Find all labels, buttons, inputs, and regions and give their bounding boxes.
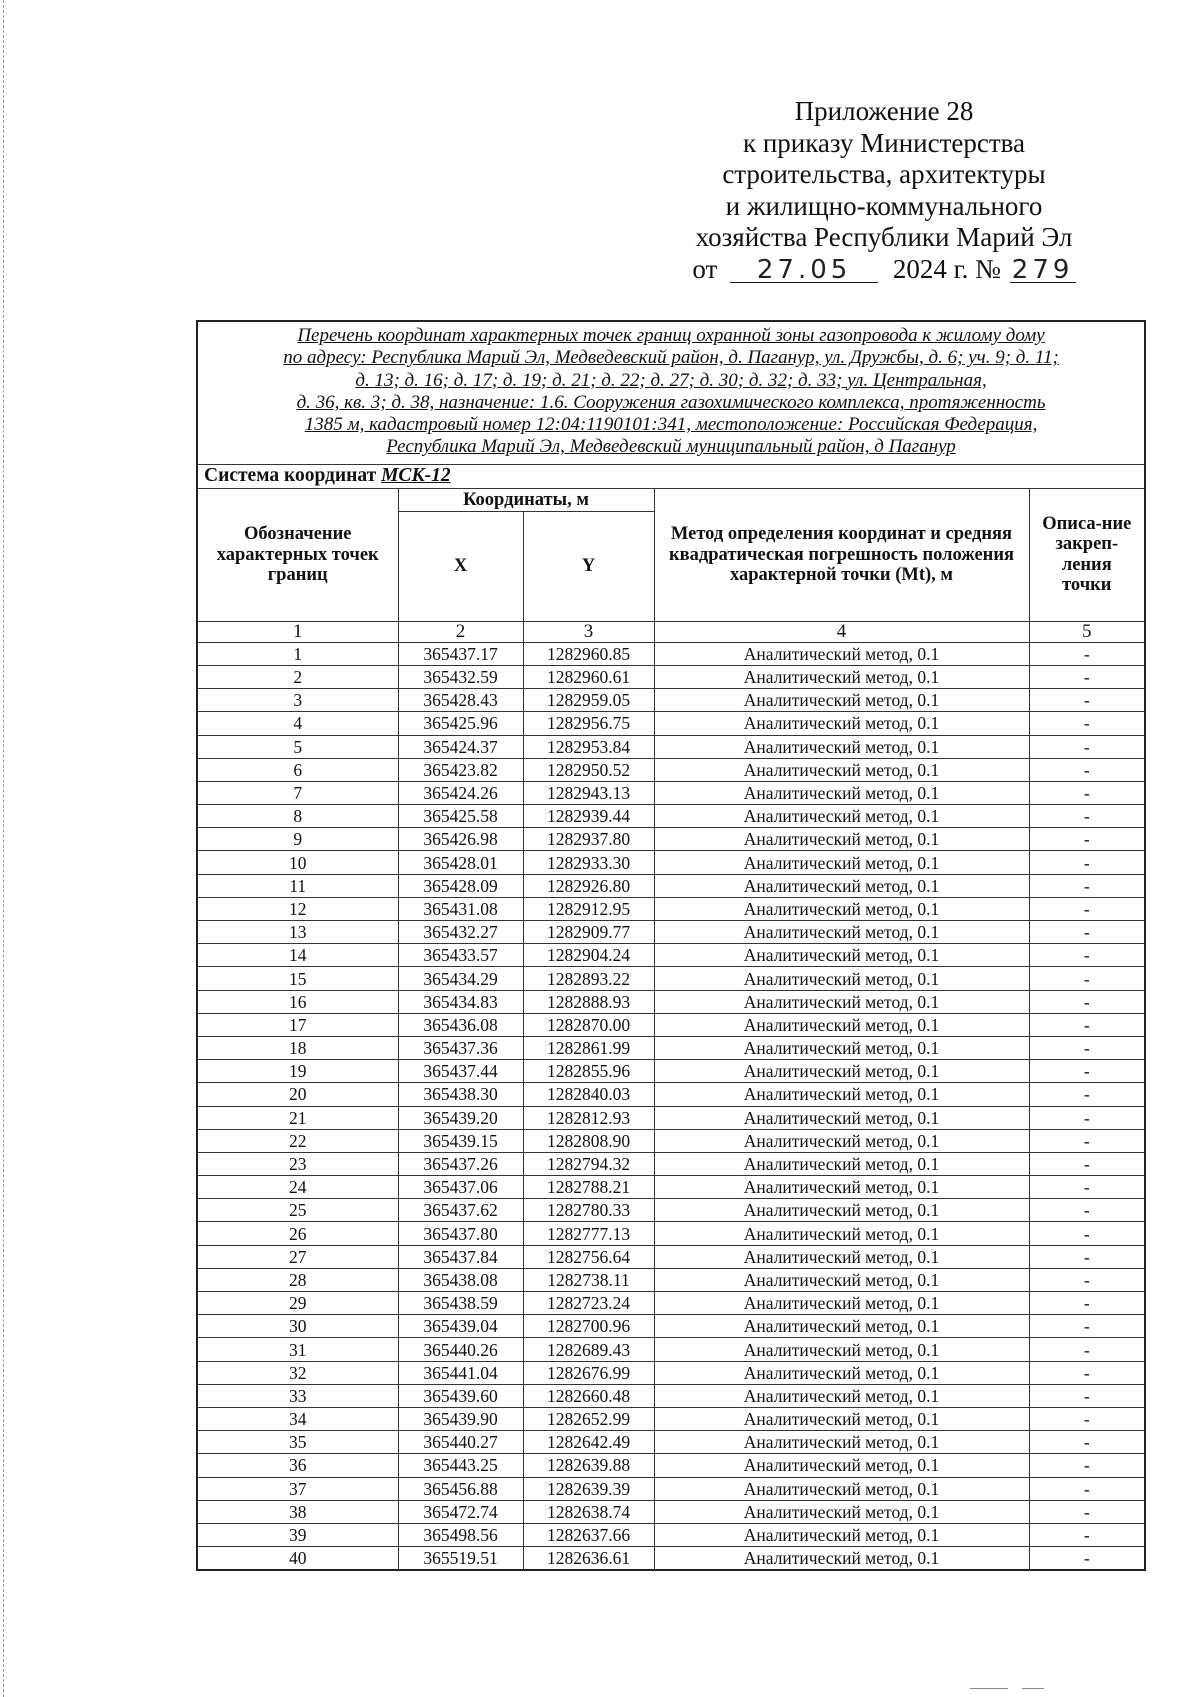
coordinate-system-row (197, 464, 1145, 488)
description: - (1029, 990, 1145, 1013)
x-coordinate: 365424.26 (398, 781, 523, 804)
method: Аналитический метод, 0.1 (654, 665, 1029, 688)
table-row (197, 712, 1145, 735)
coordinates-table (196, 320, 1146, 1571)
method: Аналитический метод, 0.1 (654, 1384, 1029, 1407)
point-number: 31 (197, 1338, 398, 1361)
table-row (197, 1176, 1145, 1199)
description: - (1029, 874, 1145, 897)
point-number: 39 (197, 1523, 398, 1546)
point-number: 33 (197, 1384, 398, 1407)
y-coordinate: 1282652.99 (523, 1407, 654, 1430)
table-row (197, 944, 1145, 967)
table-row (197, 1036, 1145, 1059)
scan-artifact (970, 1688, 1008, 1689)
method: Аналитический метод, 0.1 (654, 1315, 1029, 1338)
x-coordinate: 365437.26 (398, 1152, 523, 1175)
title-line: д. 13; д. 16; д. 17; д. 19; д. 21; д. 22; д. 27; д. 30; д. 32; д. 33; ул. Центральная, (355, 369, 987, 391)
method: Аналитический метод, 0.1 (654, 1245, 1029, 1268)
method: Аналитический метод, 0.1 (654, 1407, 1029, 1430)
description: - (1029, 1176, 1145, 1199)
point-number: 34 (197, 1407, 398, 1430)
method: Аналитический метод, 0.1 (654, 1106, 1029, 1129)
x-coordinate: 365438.08 (398, 1268, 523, 1291)
description: - (1029, 1060, 1145, 1083)
point-number: 12 (197, 897, 398, 920)
table-title (197, 321, 1145, 464)
y-coordinate: 1282777.13 (523, 1222, 654, 1245)
title-line: Перечень координат характерных точек границ охранной зоны газопровода к жилому дому (297, 325, 1045, 346)
point-number: 35 (197, 1431, 398, 1454)
point-number: 10 (197, 851, 398, 874)
table-row (197, 805, 1145, 828)
method: Аналитический метод, 0.1 (654, 990, 1029, 1013)
x-coordinate: 365434.83 (398, 990, 523, 1013)
header-line-4: и жилищно-коммунального (725, 190, 1043, 221)
title-line: 1385 м, кадастровый номер 12:04:1190101:341, местоположение: Российская Федерация, (304, 414, 1038, 436)
description: - (1029, 1222, 1145, 1245)
description: - (1029, 758, 1145, 781)
y-coordinate: 1282960.85 (523, 642, 654, 665)
point-number: 18 (197, 1036, 398, 1059)
method: Аналитический метод, 0.1 (654, 1523, 1029, 1546)
point-number: 8 (197, 805, 398, 828)
y-coordinate: 1282855.96 (523, 1060, 654, 1083)
method: Аналитический метод, 0.1 (654, 1036, 1029, 1059)
x-coordinate: 365498.56 (398, 1523, 523, 1546)
point-number: 17 (197, 1013, 398, 1036)
method: Аналитический метод, 0.1 (654, 1477, 1029, 1500)
method: Аналитический метод, 0.1 (654, 1152, 1029, 1175)
y-coordinate: 1282637.66 (523, 1523, 654, 1546)
description: - (1029, 1245, 1145, 1268)
table-row (197, 1315, 1145, 1338)
y-coordinate: 1282642.49 (523, 1431, 654, 1454)
y-coordinate: 1282959.05 (523, 689, 654, 712)
y-coordinate: 1282636.61 (523, 1547, 654, 1571)
table-row (197, 1431, 1145, 1454)
description: - (1029, 1268, 1145, 1291)
point-number: 11 (197, 874, 398, 897)
y-coordinate: 1282909.77 (523, 921, 654, 944)
table-row (197, 1292, 1145, 1315)
point-number: 38 (197, 1500, 398, 1523)
method: Аналитический метод, 0.1 (654, 967, 1029, 990)
x-coordinate: 365431.08 (398, 897, 523, 920)
table-row (197, 1500, 1145, 1523)
x-coordinate: 365424.37 (398, 735, 523, 758)
description: - (1029, 897, 1145, 920)
coordinate-system-value: МСК-12 (381, 465, 451, 487)
table-row (197, 1106, 1145, 1129)
y-coordinate: 1282861.99 (523, 1036, 654, 1059)
description: - (1029, 805, 1145, 828)
x-coordinate: 365439.60 (398, 1384, 523, 1407)
description: - (1029, 967, 1145, 990)
point-number: 4 (197, 712, 398, 735)
method: Аналитический метод, 0.1 (654, 642, 1029, 665)
y-coordinate: 1282893.22 (523, 967, 654, 990)
method: Аналитический метод, 0.1 (654, 1222, 1029, 1245)
handwritten-order-number: 279 (1010, 258, 1076, 283)
method: Аналитический метод, 0.1 (654, 828, 1029, 851)
table-row (197, 1222, 1145, 1245)
description: - (1029, 1454, 1145, 1477)
point-number: 30 (197, 1315, 398, 1338)
x-coordinate: 365425.96 (398, 712, 523, 735)
method: Аналитический метод, 0.1 (654, 897, 1029, 920)
description: - (1029, 735, 1145, 758)
table-row (197, 689, 1145, 712)
method: Аналитический метод, 0.1 (654, 1292, 1029, 1315)
point-number: 19 (197, 1060, 398, 1083)
point-number: 26 (197, 1222, 398, 1245)
x-coordinate: 365443.25 (398, 1454, 523, 1477)
x-coordinate: 365439.15 (398, 1129, 523, 1152)
date-prefix: от (692, 253, 718, 284)
column-number: 2 (398, 621, 523, 642)
y-coordinate: 1282639.39 (523, 1477, 654, 1500)
description: - (1029, 1036, 1145, 1059)
y-coordinate: 1282926.80 (523, 874, 654, 897)
table-row (197, 1245, 1145, 1268)
y-coordinate: 1282738.11 (523, 1268, 654, 1291)
y-coordinate: 1282939.44 (523, 805, 654, 828)
description: - (1029, 1129, 1145, 1152)
point-number: 14 (197, 944, 398, 967)
x-coordinate: 365434.29 (398, 967, 523, 990)
y-coordinate: 1282808.90 (523, 1129, 654, 1152)
y-coordinate: 1282689.43 (523, 1338, 654, 1361)
description: - (1029, 1199, 1145, 1222)
description: - (1029, 665, 1145, 688)
x-coordinate: 365440.26 (398, 1338, 523, 1361)
description: - (1029, 1292, 1145, 1315)
table-row (197, 1083, 1145, 1106)
table-row (197, 1361, 1145, 1384)
appendix-header (654, 96, 1114, 285)
x-coordinate: 365437.17 (398, 642, 523, 665)
point-number: 13 (197, 921, 398, 944)
table-row (197, 1060, 1145, 1083)
header-date-line (654, 254, 1114, 286)
coordinate-system-label: Система координат (204, 465, 377, 487)
description: - (1029, 828, 1145, 851)
table-row (197, 921, 1145, 944)
table-row (197, 1338, 1145, 1361)
x-coordinate: 365437.62 (398, 1199, 523, 1222)
x-coordinate: 365519.51 (398, 1547, 523, 1571)
table-row (197, 1199, 1145, 1222)
x-coordinate: 365440.27 (398, 1431, 523, 1454)
scan-artifact (1022, 1688, 1044, 1689)
description: - (1029, 1083, 1145, 1106)
x-coordinate: 365433.57 (398, 944, 523, 967)
point-number: 16 (197, 990, 398, 1013)
method: Аналитический метод, 0.1 (654, 874, 1029, 897)
description: - (1029, 689, 1145, 712)
description: - (1029, 1384, 1145, 1407)
method: Аналитический метод, 0.1 (654, 689, 1029, 712)
x-coordinate: 365437.80 (398, 1222, 523, 1245)
header-line-3: строительства, архитектуры (722, 159, 1046, 189)
x-coordinate: 365432.27 (398, 921, 523, 944)
x-coordinate: 365426.98 (398, 828, 523, 851)
header-coordinates: Координаты, м (398, 488, 654, 511)
description: - (1029, 1315, 1145, 1338)
table-row (197, 1384, 1145, 1407)
y-coordinate: 1282660.48 (523, 1384, 654, 1407)
table-row (197, 1477, 1145, 1500)
point-number: 28 (197, 1268, 398, 1291)
table-row (197, 735, 1145, 758)
y-coordinate: 1282950.52 (523, 758, 654, 781)
description: - (1029, 1106, 1145, 1129)
description: - (1029, 1013, 1145, 1036)
method: Аналитический метод, 0.1 (654, 1268, 1029, 1291)
point-number: 20 (197, 1083, 398, 1106)
header-line-1: Приложение 28 (794, 96, 974, 126)
point-number: 15 (197, 967, 398, 990)
description: - (1029, 1523, 1145, 1546)
x-coordinate: 365437.06 (398, 1176, 523, 1199)
y-coordinate: 1282723.24 (523, 1292, 654, 1315)
point-number: 6 (197, 758, 398, 781)
x-coordinate: 365437.84 (398, 1245, 523, 1268)
y-coordinate: 1282788.21 (523, 1176, 654, 1199)
x-coordinate: 365428.09 (398, 874, 523, 897)
method: Аналитический метод, 0.1 (654, 735, 1029, 758)
x-coordinate: 365438.30 (398, 1083, 523, 1106)
handwritten-date: 27.05 (730, 258, 878, 283)
point-number: 2 (197, 665, 398, 688)
description: - (1029, 781, 1145, 804)
y-coordinate: 1282870.00 (523, 1013, 654, 1036)
method: Аналитический метод, 0.1 (654, 1431, 1029, 1454)
column-number: 4 (654, 621, 1029, 642)
column-number: 5 (1029, 621, 1145, 642)
header-line-5: хозяйства Республики Марий Эл (695, 222, 1073, 252)
x-coordinate: 365432.59 (398, 665, 523, 688)
table-row (197, 1129, 1145, 1152)
x-coordinate: 365437.36 (398, 1036, 523, 1059)
y-coordinate: 1282700.96 (523, 1315, 654, 1338)
y-coordinate: 1282840.03 (523, 1083, 654, 1106)
x-coordinate: 365436.08 (398, 1013, 523, 1036)
table-row (197, 758, 1145, 781)
method: Аналитический метод, 0.1 (654, 1129, 1029, 1152)
x-coordinate: 365438.59 (398, 1292, 523, 1315)
method: Аналитический метод, 0.1 (654, 1013, 1029, 1036)
point-number: 37 (197, 1477, 398, 1500)
y-coordinate: 1282812.93 (523, 1106, 654, 1129)
y-coordinate: 1282780.33 (523, 1199, 654, 1222)
method: Аналитический метод, 0.1 (654, 1083, 1029, 1106)
method: Аналитический метод, 0.1 (654, 805, 1029, 828)
y-coordinate: 1282904.24 (523, 944, 654, 967)
method: Аналитический метод, 0.1 (654, 1338, 1029, 1361)
point-number: 25 (197, 1199, 398, 1222)
table-row (197, 828, 1145, 851)
year-and-number-label: 2024 г. № (892, 253, 1001, 284)
x-coordinate: 365441.04 (398, 1361, 523, 1384)
description: - (1029, 1361, 1145, 1384)
point-number: 5 (197, 735, 398, 758)
scan-edge-line (3, 0, 4, 1697)
x-coordinate: 365439.04 (398, 1315, 523, 1338)
header-line-2: к приказу Министерства (742, 127, 1026, 158)
description: - (1029, 1407, 1145, 1430)
y-coordinate: 1282756.64 (523, 1245, 654, 1268)
header-x: X (398, 511, 523, 621)
x-coordinate: 365472.74 (398, 1500, 523, 1523)
method: Аналитический метод, 0.1 (654, 851, 1029, 874)
x-coordinate: 365456.88 (398, 1477, 523, 1500)
table-row (197, 874, 1145, 897)
title-line: Республика Марий Эл, Медведевский муниципальный район, д Паганур (386, 436, 956, 458)
method: Аналитический метод, 0.1 (654, 1176, 1029, 1199)
y-coordinate: 1282933.30 (523, 851, 654, 874)
method: Аналитический метод, 0.1 (654, 1500, 1029, 1523)
method: Аналитический метод, 0.1 (654, 1454, 1029, 1477)
description: - (1029, 1500, 1145, 1523)
method: Аналитический метод, 0.1 (654, 1199, 1029, 1222)
y-coordinate: 1282639.88 (523, 1454, 654, 1477)
x-coordinate: 365437.44 (398, 1060, 523, 1083)
table-row (197, 967, 1145, 990)
x-coordinate: 365439.90 (398, 1407, 523, 1430)
point-number: 1 (197, 642, 398, 665)
y-coordinate: 1282912.95 (523, 897, 654, 920)
point-number: 22 (197, 1129, 398, 1152)
description: - (1029, 1547, 1145, 1571)
table-row (197, 1407, 1145, 1430)
point-number: 9 (197, 828, 398, 851)
header-y: Y (523, 511, 654, 621)
title-line: д. 36, кв. 3; д. 38, назначение: 1.6. Сооружения газохимического комплекса, протяженность (296, 391, 1046, 413)
table-row (197, 642, 1145, 665)
table-row (197, 897, 1145, 920)
y-coordinate: 1282960.61 (523, 665, 654, 688)
point-number: 29 (197, 1292, 398, 1315)
method: Аналитический метод, 0.1 (654, 712, 1029, 735)
x-coordinate: 365428.43 (398, 689, 523, 712)
y-coordinate: 1282953.84 (523, 735, 654, 758)
description: - (1029, 1152, 1145, 1175)
header-description: Описа-ние закреп-ления точки (1029, 488, 1145, 621)
point-number: 32 (197, 1361, 398, 1384)
method: Аналитический метод, 0.1 (654, 758, 1029, 781)
description: - (1029, 851, 1145, 874)
title-line: по адресу: Республика Марий Эл, Медведевский район, д. Паганур, ул. Дружбы, д. 6; уч. 9; д. 11; (283, 347, 1059, 369)
description: - (1029, 1338, 1145, 1361)
table-row (197, 1152, 1145, 1175)
y-coordinate: 1282676.99 (523, 1361, 654, 1384)
table-row (197, 1013, 1145, 1036)
table-row (197, 1454, 1145, 1477)
table-row (197, 1268, 1145, 1291)
description: - (1029, 944, 1145, 967)
x-coordinate: 365425.58 (398, 805, 523, 828)
point-number: 24 (197, 1176, 398, 1199)
table-row (197, 1547, 1145, 1571)
y-coordinate: 1282888.93 (523, 990, 654, 1013)
point-number: 27 (197, 1245, 398, 1268)
point-number: 40 (197, 1547, 398, 1571)
method: Аналитический метод, 0.1 (654, 944, 1029, 967)
method: Аналитический метод, 0.1 (654, 1547, 1029, 1571)
y-coordinate: 1282794.32 (523, 1152, 654, 1175)
table-row (197, 781, 1145, 804)
table-row (197, 851, 1145, 874)
method: Аналитический метод, 0.1 (654, 1361, 1029, 1384)
description: - (1029, 1431, 1145, 1454)
y-coordinate: 1282956.75 (523, 712, 654, 735)
point-number: 21 (197, 1106, 398, 1129)
column-number: 3 (523, 621, 654, 642)
table-row (197, 1523, 1145, 1546)
description: - (1029, 921, 1145, 944)
y-coordinate: 1282943.13 (523, 781, 654, 804)
method: Аналитический метод, 0.1 (654, 781, 1029, 804)
description: - (1029, 712, 1145, 735)
x-coordinate: 365439.20 (398, 1106, 523, 1129)
y-coordinate: 1282638.74 (523, 1500, 654, 1523)
point-number: 7 (197, 781, 398, 804)
x-coordinate: 365428.01 (398, 851, 523, 874)
header-method: Метод определения координат и средняя квадратическая погрешность положения характерной точки (Mt), м (654, 488, 1029, 621)
description: - (1029, 1477, 1145, 1500)
description: - (1029, 642, 1145, 665)
method: Аналитический метод, 0.1 (654, 921, 1029, 944)
column-number: 1 (197, 621, 398, 642)
table-row (197, 990, 1145, 1013)
table-row (197, 665, 1145, 688)
method: Аналитический метод, 0.1 (654, 1060, 1029, 1083)
point-number: 36 (197, 1454, 398, 1477)
point-number: 23 (197, 1152, 398, 1175)
y-coordinate: 1282937.80 (523, 828, 654, 851)
point-number: 3 (197, 689, 398, 712)
header-point-designation: Обозначение характерных точек границ (197, 488, 398, 621)
x-coordinate: 365423.82 (398, 758, 523, 781)
